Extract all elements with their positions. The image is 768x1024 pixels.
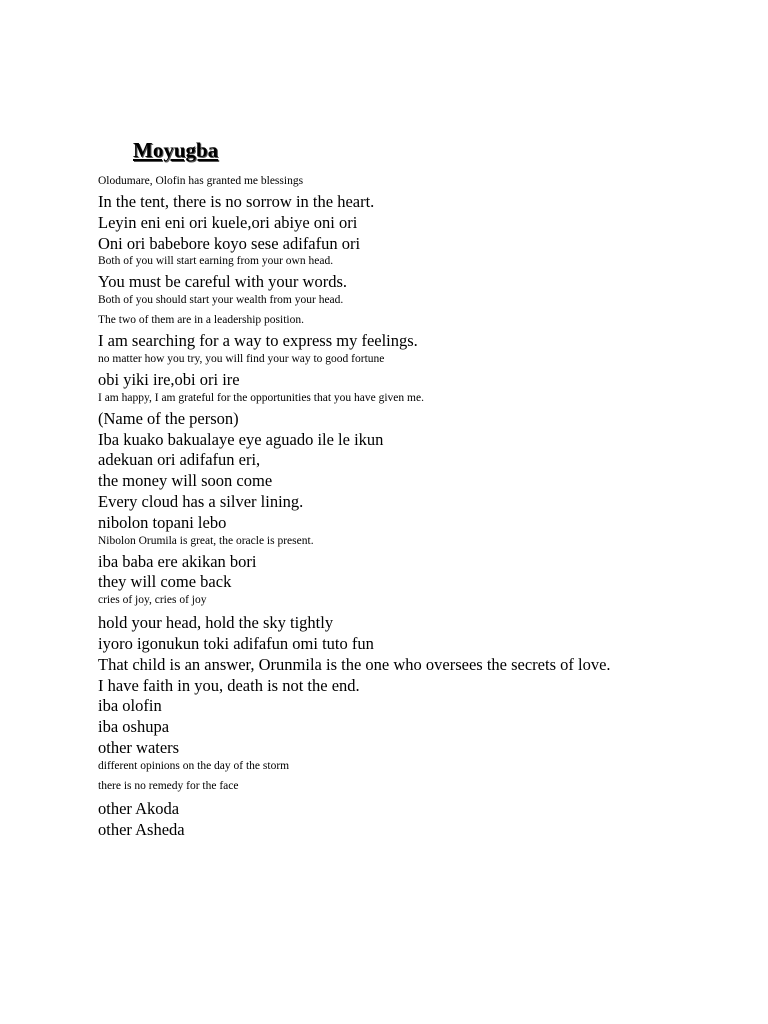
text-line: I am happy, I am grateful for the opportunities that you have given me. [98, 391, 424, 404]
document-body [98, 174, 738, 840]
text-line: Every cloud has a silver lining. [98, 491, 304, 511]
text-line: the money will soon come [98, 471, 273, 491]
text-line: Olodumare, Olofin has granted me blessings [98, 175, 304, 187]
text-line: I am searching for a way to express my feelings. [98, 331, 418, 351]
text-line: they will come back [98, 572, 232, 592]
text-line: That child is an answer, Orunmila is the one who oversees the secrets of love. [98, 654, 611, 674]
text-line: The two of them are in a leadership position. [98, 314, 304, 327]
text-line: iba olofin [98, 696, 162, 716]
text-line: other Akoda [98, 798, 180, 818]
text-line: adekuan ori adifafun eri, [98, 450, 261, 470]
text-line: I have faith in you, death is not the end. [98, 675, 360, 695]
text-line: (Name of the person) [98, 408, 239, 428]
text-line: other waters [98, 737, 180, 757]
text-line: Both of you will start earning from your own head. [98, 255, 334, 268]
text-line: cries of joy, cries of joy [98, 594, 207, 607]
text-line: Oni ori babebore koyo sese adifafun ori [98, 233, 361, 253]
text-line: no matter how you try, you will find your way to good fortune [98, 352, 385, 365]
text-line: nibolon topani lebo [98, 512, 227, 532]
text-line: there is no remedy for the face [98, 779, 239, 792]
text-line: iba oshupa [98, 717, 170, 737]
text-line: different opinions on the day of the storm [98, 759, 290, 772]
text-line: Leyin eni eni ori kuele,ori abiye oni ori [98, 212, 358, 232]
text-line: In the tent, there is no sorrow in the heart. [98, 192, 375, 211]
text-line: other Asheda [98, 819, 185, 839]
text-line: hold your head, hold the sky tightly [98, 613, 334, 633]
text-line: obi yiki ire,obi ori ire [98, 369, 240, 389]
text-line: Both of you should start your wealth from your head. [98, 294, 344, 307]
text-line: Iba kuako bakualaye eye aguado ile le ikun [98, 429, 384, 449]
text-line: iyoro igonukun toki adifafun omi tuto fun [98, 633, 374, 653]
text-line: iba baba ere akikan bori [98, 551, 257, 571]
text-line: You must be careful with your words. [98, 272, 348, 292]
document-title: Moyugba [133, 138, 219, 162]
text-line: Nibolon Orumila is great, the oracle is present. [98, 534, 314, 547]
